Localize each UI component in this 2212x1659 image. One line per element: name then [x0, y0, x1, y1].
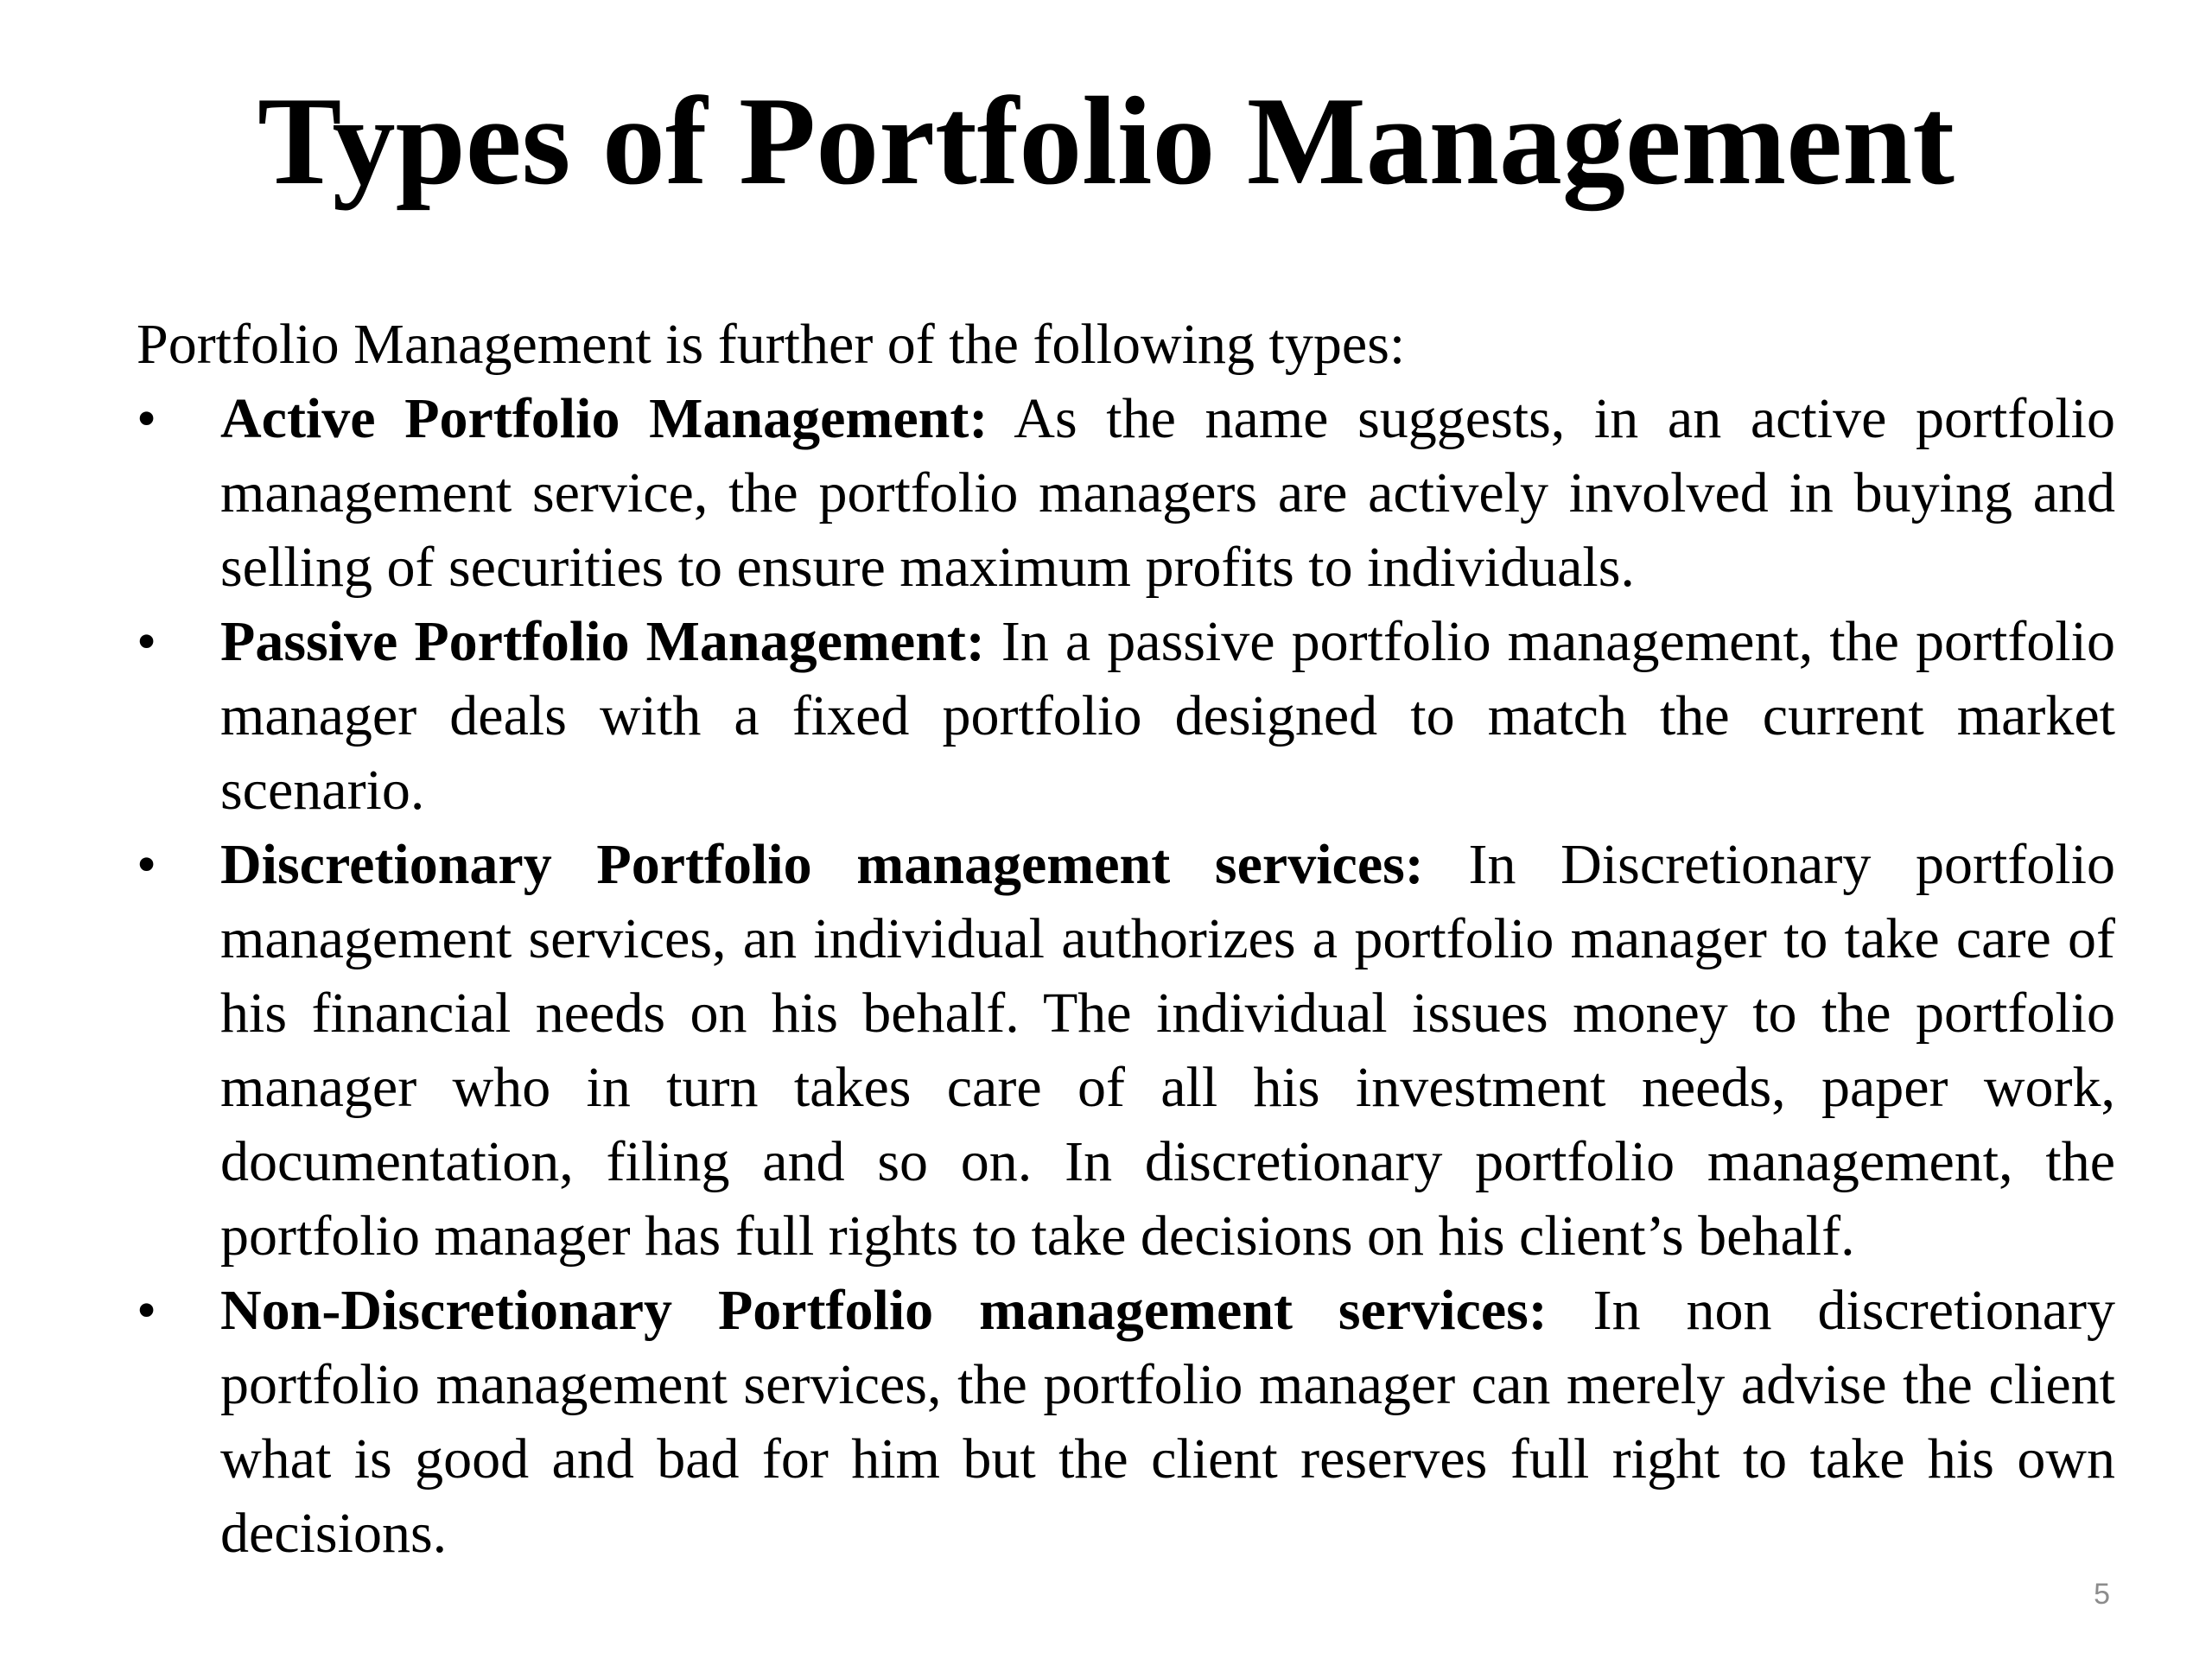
term-label: Discretionary Portfolio management services:: [220, 833, 1424, 896]
list-item-discretionary: [137, 828, 2115, 1274]
bullet-icon: •: [137, 610, 157, 673]
bullet-icon: •: [137, 1279, 157, 1342]
term-label: Passive Portfolio Management:: [220, 610, 985, 673]
list-item-non-discretionary: [137, 1274, 2115, 1571]
term-description: In Discretionary portfolio management services, an individual authorizes a portfolio manager to take care of his financial needs on his behalf. The individual issues money to the portfolio manager who in turn takes care of all his investment needs, paper work, documentation, filing and so on. In discretionary portfolio management, the portfolio manager has full rights to take decisions on his client’s behalf.: [220, 833, 2115, 1268]
bullet-icon: •: [137, 833, 157, 896]
intro-text: Portfolio Management is further of the following types:: [137, 313, 1406, 376]
term-label: Active Portfolio Management:: [220, 387, 988, 450]
list-item-passive: [137, 605, 2115, 828]
page-title: Types of Portfolio Management: [257, 71, 1955, 211]
term-description: In non discretionary portfolio management services, the portfolio manager can merely advise the client what is good and bad for him but the client reserves full right to take his own decisions.: [220, 1279, 2115, 1565]
term-description: In a passive portfolio management, the portfolio manager deals with a fixed portfolio designed to match the current market scenario.: [220, 610, 2115, 822]
bullet-list: [137, 382, 2115, 1571]
slide-body: [137, 308, 2115, 1571]
term-label: Non-Discretionary Portfolio management services:: [220, 1279, 1548, 1342]
bullet-icon: •: [137, 387, 157, 450]
list-item-active: [137, 382, 2115, 605]
term-description: As the name suggests, in an active portfolio management service, the portfolio managers are actively involved in buying and selling of securities to ensure maximum profits to individuals.: [220, 387, 2115, 599]
page-number: 5: [2094, 1578, 2110, 1611]
